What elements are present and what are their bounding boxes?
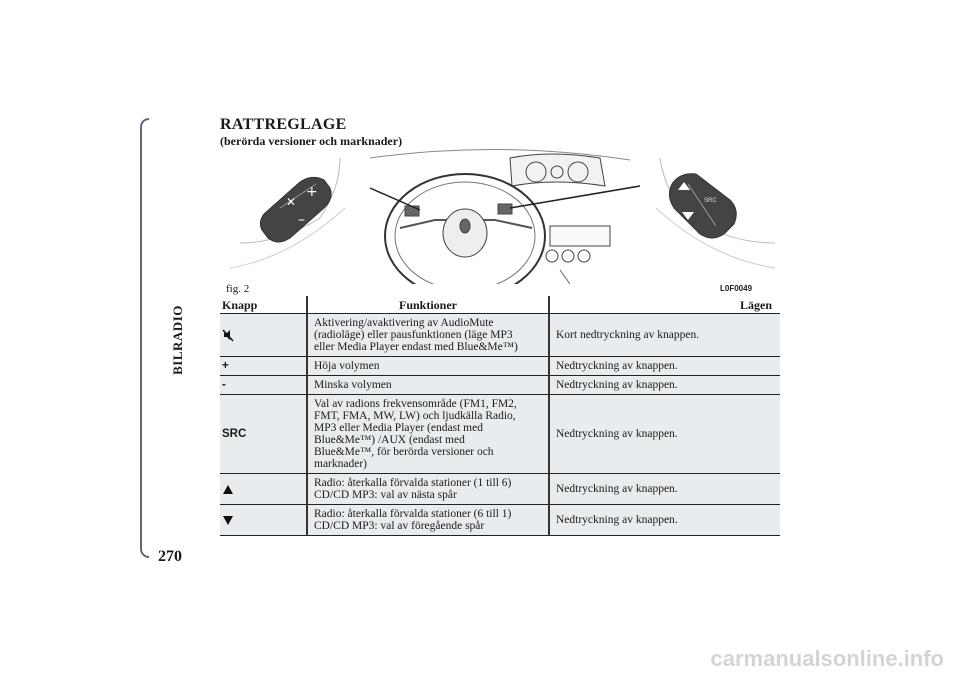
header-functions: Funktioner [307,296,549,314]
function-line: (radioläge) eller pausfunktionen (läge MP3 [314,329,513,341]
figure-src-label: SRC [704,198,717,204]
mode-cell: Nedtryckning av knappen. [549,474,780,505]
function-line: Radio: återkalla förvalda stationer (1 till 6) [314,477,512,489]
table-row [220,376,780,395]
function-line: FMT, FMA, MW, LW) och ljudkälla Radio, [314,410,516,422]
table-row [220,357,780,376]
steering-controls-figure [220,148,780,284]
key-cell: - [220,376,307,395]
table-row [220,395,780,474]
down-arrow-icon [222,514,234,526]
key-cell [220,505,307,536]
table-row [220,314,780,357]
function-line: Blue&Me™, för berörda versioner och [314,446,494,458]
function-cell [307,357,549,376]
mode-cell: Nedtryckning av knappen. [549,505,780,536]
mode-cell: Nedtryckning av knappen. [549,376,780,395]
svg-text:–: – [298,212,305,228]
mode-cell: Kort nedtryckning av knappen. [549,314,780,357]
svg-text:+: + [306,184,318,200]
function-line: MP3 eller Media Player (endast med [314,422,483,434]
function-line: CD/CD MP3: val av föregående spår [314,520,485,532]
mode-cell: Nedtryckning av knappen. [549,395,780,474]
up-arrow-icon [222,483,234,495]
function-line: Höja volymen [314,360,380,372]
mute-icon [222,328,234,342]
section-subtitle: (berörda versioner och marknader) [220,134,403,148]
figure-code: L0F0049 [720,284,753,293]
page-edge-rule [140,118,149,558]
function-cell [307,474,549,505]
svg-text:✕: ✕ [286,195,297,209]
mode-cell: Nedtryckning av knappen. [549,357,780,376]
chapter-label: BILRADIO [170,305,185,375]
function-cell [307,395,549,474]
function-cell [307,505,549,536]
function-line: Aktivering/avaktivering av AudioMute [314,317,494,329]
function-cell [307,314,549,357]
section-title: RATTREGLAGE [220,116,347,133]
key-cell [220,314,307,357]
center-dashboard [370,149,640,284]
table-row [220,474,780,505]
function-line: Radio: återkalla förvalda stationer (6 till 1) [314,508,512,520]
header-mode: Lägen [549,296,780,314]
key-cell [220,474,307,505]
function-line: Blue&Me™) /AUX (endast med [314,434,465,446]
table-header-row [220,296,780,314]
left-control-inset [220,148,350,284]
steering-wheel-illustration [220,148,780,284]
function-line: marknader) [314,458,367,470]
key-cell: SRC [220,395,307,474]
right-control-inset [650,148,780,284]
table-row [220,505,780,536]
page-number: 270 [158,548,182,565]
watermark: carmanualsonline.info [710,646,944,671]
header-key: Knapp [220,296,307,314]
key-cell: + [220,357,307,376]
function-line: eller Media Player endast med Blue&Me™) [314,341,518,353]
function-line: Minska volymen [314,379,392,391]
function-line: CD/CD MP3: val av nästa spår [314,489,457,501]
controls-table [220,296,780,536]
figure-caption: fig. 2 [226,283,250,295]
function-cell [307,376,549,395]
function-line: Val av radions frekvensområde (FM1, FM2, [314,398,517,410]
